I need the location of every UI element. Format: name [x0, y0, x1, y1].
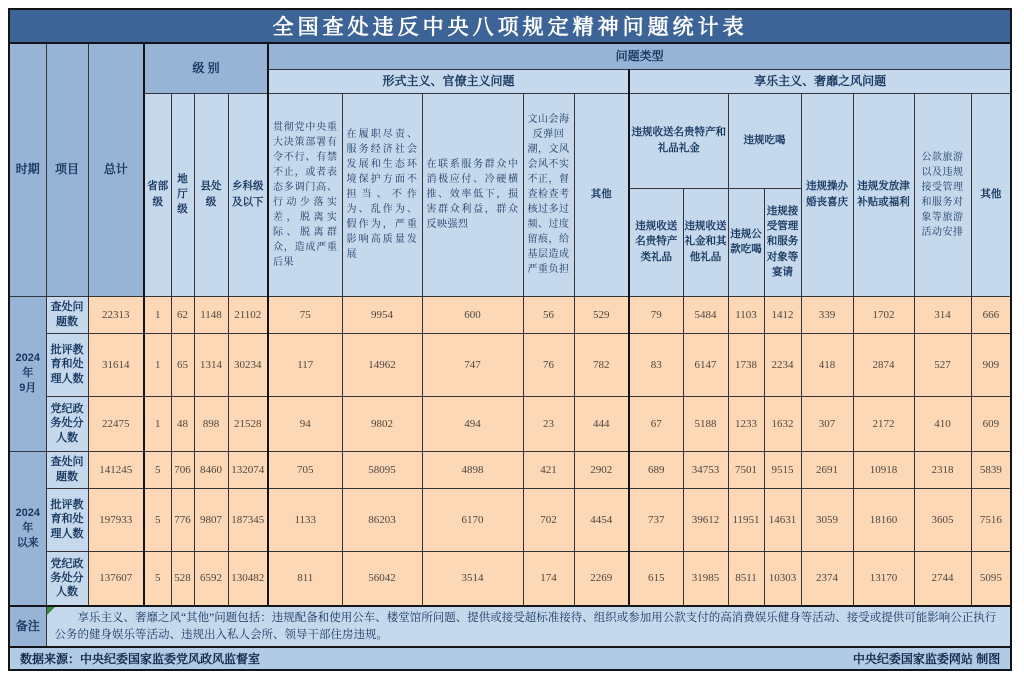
value-cell: 5839	[971, 451, 1011, 488]
value-cell: 1632	[764, 396, 801, 451]
value-cell: 1702	[853, 296, 914, 333]
value-cell: 1738	[728, 333, 764, 396]
period-line: 以来	[16, 536, 39, 549]
value-cell: 8460	[194, 451, 228, 488]
value-cell: 75	[268, 296, 342, 333]
header-period: 时期	[9, 43, 46, 296]
value-cell: 21528	[228, 396, 268, 451]
header-level-province: 省部级	[144, 93, 171, 296]
value-cell: 314	[914, 296, 971, 333]
value-cell: 22475	[88, 396, 144, 451]
header-dining-group: 违规吃喝	[728, 93, 801, 188]
value-cell: 65	[171, 333, 194, 396]
remark-label: 备注	[9, 606, 46, 647]
period-cell	[9, 451, 46, 606]
value-cell: 56	[523, 296, 574, 333]
header-hedonism-group: 享乐主义、奢靡之风问题	[629, 69, 1011, 93]
item-cell: 查处问题数	[46, 451, 88, 488]
header-gifts-group: 违规收送名贵特产和礼品礼金	[629, 93, 728, 188]
value-cell: 494	[422, 396, 523, 451]
value-cell: 13170	[853, 551, 914, 606]
remark-text-content: 享乐主义、奢靡之风“其他”问题包括：违规配备和使用公车、楼堂馆所问题、提供或接受超标准接待、组织或参加用公款支付的高消费娱乐健身等活动、接受或提供可能影响公正执行公务的健身娱乐等活动、违规出入私人会所、领导干部住房违规。	[54, 612, 997, 641]
header-problem-type-group: 问题类型	[268, 43, 1011, 69]
value-cell: 76	[523, 333, 574, 396]
period-line: 2024年	[15, 352, 40, 380]
value-cell: 1314	[194, 333, 228, 396]
value-cell: 187345	[228, 488, 268, 551]
value-cell: 6592	[194, 551, 228, 606]
header-col-duty: 在履职尽责、服务经济社会发展和生态环境保护方面不担当、不作为、乱作为、假作为，严重影响高质量发展	[342, 93, 422, 296]
value-cell: 2691	[801, 451, 853, 488]
value-cell: 898	[194, 396, 228, 451]
table-row	[9, 451, 1011, 488]
value-cell: 1	[144, 396, 171, 451]
remark-text	[46, 606, 1011, 647]
value-cell: 666	[971, 296, 1011, 333]
value-cell: 14962	[342, 333, 422, 396]
value-cell: 9515	[764, 451, 801, 488]
header-level-prefecture: 地厅级	[171, 93, 194, 296]
value-cell: 2172	[853, 396, 914, 451]
table-row	[9, 488, 1011, 551]
value-cell: 418	[801, 333, 853, 396]
header-formalism-group: 形式主义、官僚主义问题	[268, 69, 629, 93]
value-cell: 34753	[683, 451, 728, 488]
item-cell: 批评教育和处理人数	[46, 488, 88, 551]
value-cell: 528	[171, 551, 194, 606]
value-cell: 86203	[342, 488, 422, 551]
value-cell: 444	[574, 396, 629, 451]
value-cell: 9802	[342, 396, 422, 451]
value-cell: 9807	[194, 488, 228, 551]
value-cell: 197933	[88, 488, 144, 551]
period-cell	[9, 296, 46, 451]
value-cell: 706	[171, 451, 194, 488]
table-row	[9, 551, 1011, 606]
value-cell: 130482	[228, 551, 268, 606]
value-cell: 23	[523, 396, 574, 451]
value-cell: 527	[914, 333, 971, 396]
value-cell: 10918	[853, 451, 914, 488]
value-cell: 137607	[88, 551, 144, 606]
header-col-meetings-documents: 文山会海反弹回潮，文风会风不实不正，督查检查考核过多过频、过度留痕，给基层造成严重负担	[523, 93, 574, 296]
value-cell: 1133	[268, 488, 342, 551]
period-line: 2024年	[15, 506, 40, 534]
header-level-county: 县处级	[194, 93, 228, 296]
value-cell: 30234	[228, 333, 268, 396]
page-title: 全国查处违反中央八项规定精神问题统计表	[9, 9, 1011, 43]
value-cell: 1103	[728, 296, 764, 333]
header-col-serving-public: 在联系服务群众中消极应付、冷硬横推、效率低下，损害群众利益，群众反映强烈	[422, 93, 523, 296]
value-cell: 141245	[88, 451, 144, 488]
statistics-table	[8, 8, 1012, 671]
value-cell: 67	[629, 396, 683, 451]
header-level-township: 乡科级及以下	[228, 93, 268, 296]
value-cell: 410	[914, 396, 971, 451]
value-cell: 14631	[764, 488, 801, 551]
value-cell: 4454	[574, 488, 629, 551]
value-cell: 421	[523, 451, 574, 488]
table-row	[9, 296, 1011, 333]
header-col-gifts-cash: 违规收送礼金和其他礼品	[683, 188, 728, 296]
value-cell: 132074	[228, 451, 268, 488]
value-cell: 689	[629, 451, 683, 488]
period-line: 9月	[19, 381, 37, 394]
value-cell: 7501	[728, 451, 764, 488]
item-cell: 党纪政务处分人数	[46, 396, 88, 451]
item-cell: 查处问题数	[46, 296, 88, 333]
header-col-hedonism-other: 其他	[971, 93, 1011, 296]
value-cell: 5	[144, 551, 171, 606]
value-cell: 6170	[422, 488, 523, 551]
credit: 中央纪委国家监委网站 制图	[852, 652, 1001, 667]
value-cell: 7516	[971, 488, 1011, 551]
header-level-group: 级 别	[144, 43, 268, 93]
footer-bar	[9, 647, 1011, 670]
value-cell: 1412	[764, 296, 801, 333]
value-cell: 2269	[574, 551, 629, 606]
value-cell: 339	[801, 296, 853, 333]
value-cell: 737	[629, 488, 683, 551]
header-col-banquet: 违规接受管理和服务对象等宴请	[764, 188, 801, 296]
value-cell: 6147	[683, 333, 728, 396]
value-cell: 1	[144, 296, 171, 333]
value-cell: 56042	[342, 551, 422, 606]
value-cell: 5484	[683, 296, 728, 333]
value-cell: 174	[523, 551, 574, 606]
header-item: 项目	[46, 43, 88, 296]
stats-table	[8, 8, 1012, 671]
value-cell: 2234	[764, 333, 801, 396]
value-cell: 58095	[342, 451, 422, 488]
value-cell: 5	[144, 451, 171, 488]
value-cell: 1233	[728, 396, 764, 451]
value-cell: 31985	[683, 551, 728, 606]
header-col-wedding-funeral: 违规操办婚丧喜庆	[801, 93, 853, 296]
value-cell: 2744	[914, 551, 971, 606]
value-cell: 31614	[88, 333, 144, 396]
item-cell: 批评教育和处理人数	[46, 333, 88, 396]
value-cell: 615	[629, 551, 683, 606]
value-cell: 3605	[914, 488, 971, 551]
value-cell: 811	[268, 551, 342, 606]
value-cell: 22313	[88, 296, 144, 333]
value-cell: 1148	[194, 296, 228, 333]
value-cell: 39612	[683, 488, 728, 551]
header-col-travel: 公款旅游以及违规接受管理和服务对象等旅游活动安排	[914, 93, 971, 296]
value-cell: 5188	[683, 396, 728, 451]
cell-corner-marker-icon	[47, 607, 55, 615]
header-col-formalism-other: 其他	[574, 93, 629, 296]
remark-row	[9, 606, 1011, 647]
value-cell: 1	[144, 333, 171, 396]
item-cell: 党纪政务处分人数	[46, 551, 88, 606]
value-cell: 62	[171, 296, 194, 333]
value-cell: 776	[171, 488, 194, 551]
value-cell: 307	[801, 396, 853, 451]
header-col-public-dining: 违规公款吃喝	[728, 188, 764, 296]
value-cell: 782	[574, 333, 629, 396]
value-cell: 8511	[728, 551, 764, 606]
value-cell: 5095	[971, 551, 1011, 606]
footer-row	[9, 647, 1011, 670]
value-cell: 2374	[801, 551, 853, 606]
header-total: 总计	[88, 43, 144, 296]
value-cell: 18160	[853, 488, 914, 551]
header-col-implementation: 贯彻党中央重大决策部署有令不行、有禁不止，或者表态多调门高、行动少落实差，脱离实际、脱离群众，造成严重后果	[268, 93, 342, 296]
value-cell: 609	[971, 396, 1011, 451]
value-cell: 702	[523, 488, 574, 551]
header-col-allowances: 违规发放津补贴或福利	[853, 93, 914, 296]
header-col-gifts-specialty: 违规收送名贵特产类礼品	[629, 188, 683, 296]
value-cell: 600	[422, 296, 523, 333]
value-cell: 5	[144, 488, 171, 551]
value-cell: 909	[971, 333, 1011, 396]
value-cell: 94	[268, 396, 342, 451]
value-cell: 48	[171, 396, 194, 451]
table-row	[9, 396, 1011, 451]
value-cell: 2902	[574, 451, 629, 488]
value-cell: 747	[422, 333, 523, 396]
table-row	[9, 333, 1011, 396]
value-cell: 11951	[728, 488, 764, 551]
value-cell: 79	[629, 296, 683, 333]
value-cell: 83	[629, 333, 683, 396]
value-cell: 3514	[422, 551, 523, 606]
value-cell: 21102	[228, 296, 268, 333]
value-cell: 2874	[853, 333, 914, 396]
value-cell: 10303	[764, 551, 801, 606]
value-cell: 705	[268, 451, 342, 488]
value-cell: 3059	[801, 488, 853, 551]
data-source: 数据来源：中央纪委国家监委党风政风监督室	[20, 652, 261, 667]
value-cell: 2318	[914, 451, 971, 488]
value-cell: 4898	[422, 451, 523, 488]
value-cell: 529	[574, 296, 629, 333]
value-cell: 117	[268, 333, 342, 396]
value-cell: 9954	[342, 296, 422, 333]
